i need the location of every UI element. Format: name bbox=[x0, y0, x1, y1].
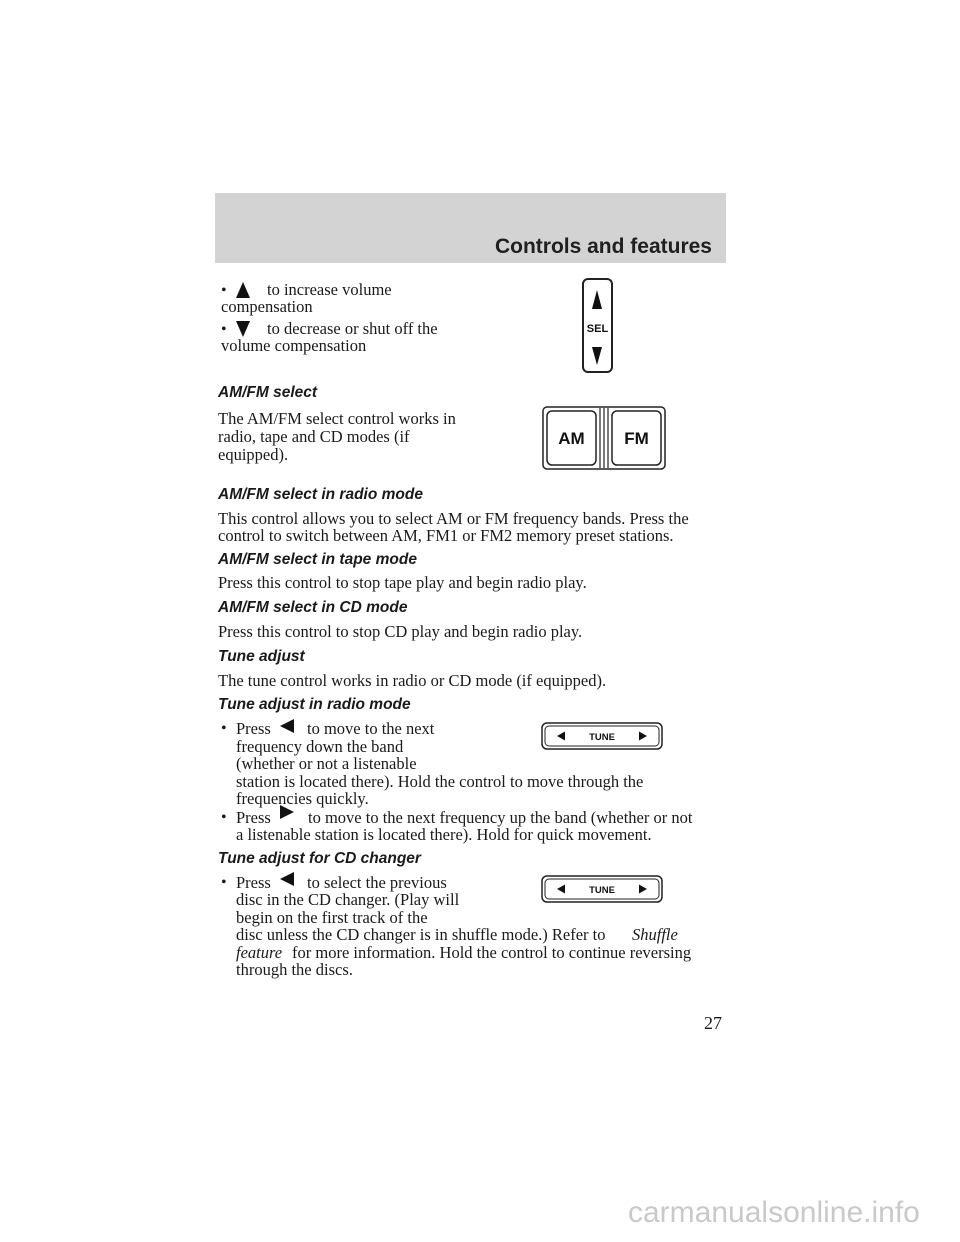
tune-cd-text: begin on the first track of the bbox=[236, 908, 428, 927]
am-fm-select-heading: AM/FM select bbox=[218, 384, 318, 401]
tape-mode-line: Press this control to stop tape play and begin radio play. bbox=[218, 573, 587, 592]
tune-cd-heading: Tune adjust for CD changer bbox=[218, 850, 421, 867]
tape-mode-heading: AM/FM select in tape mode bbox=[218, 551, 417, 568]
bullet-dot: • bbox=[221, 809, 227, 826]
vol-up-text: to increase volume bbox=[267, 280, 392, 299]
arrow-down-icon bbox=[236, 321, 250, 337]
bullet-dot: • bbox=[221, 282, 227, 299]
radio-mode-line: This control allows you to select AM or FM frequency bands. Press the bbox=[218, 509, 689, 528]
tune-radio-text: frequency down the band bbox=[236, 737, 404, 756]
am-label: AM bbox=[558, 429, 585, 448]
vol-down-text: to decrease or shut off the bbox=[267, 319, 438, 338]
shuffle-reference: Shuffle bbox=[632, 925, 678, 944]
tune-radio-text: station is located there). Hold the control to move through the bbox=[236, 772, 644, 791]
arrow-right-icon bbox=[280, 805, 294, 819]
am-fm-select-line: equipped). bbox=[218, 445, 289, 464]
tune-adjust-line: The tune control works in radio or CD mode (if equipped). bbox=[218, 671, 607, 690]
vol-up-text-2: compensation bbox=[221, 297, 313, 316]
arrow-left-icon bbox=[280, 719, 294, 733]
fm-label: FM bbox=[624, 429, 649, 448]
tune-label: TUNE bbox=[589, 732, 615, 743]
tune-radio-text: to move to the next bbox=[307, 719, 435, 738]
tune-radio-text: to move to the next frequency up the band (whether or not bbox=[308, 808, 693, 827]
am-fm-select-line: The AM/FM select control works in bbox=[218, 409, 456, 428]
tune-cd-press: Press bbox=[236, 873, 271, 892]
tune-cd-text: disc in the CD changer. (Play will bbox=[236, 890, 460, 909]
tune-cd-text: for more information. Hold the control to continue reversing bbox=[292, 943, 692, 962]
tune-radio-press: Press bbox=[236, 719, 271, 738]
cd-mode-heading: AM/FM select in CD mode bbox=[218, 599, 408, 616]
cd-mode-line: Press this control to stop CD play and begin radio play. bbox=[218, 622, 583, 641]
tune-radio-heading: Tune adjust in radio mode bbox=[218, 696, 411, 713]
vol-down-text-2: volume compensation bbox=[221, 336, 367, 355]
am-fm-button-illustration bbox=[542, 406, 666, 470]
tune-adjust-heading: Tune adjust bbox=[218, 648, 305, 665]
radio-mode-heading: AM/FM select in radio mode bbox=[218, 486, 423, 503]
tune-radio-press: Press bbox=[236, 808, 271, 827]
am-fm-select-line: radio, tape and CD modes (if bbox=[218, 427, 410, 446]
arrow-left-icon bbox=[280, 872, 294, 886]
tune-cd-text: to select the previous bbox=[307, 873, 447, 892]
tune-cd-text: disc unless the CD changer is in shuffle mode.) Refer to bbox=[236, 925, 606, 944]
section-title: Controls and features bbox=[494, 235, 712, 258]
arrow-up-icon bbox=[236, 282, 250, 298]
tune-control-illustration bbox=[541, 722, 663, 750]
radio-mode-line: control to switch between AM, FM1 or FM2 memory preset stations. bbox=[218, 526, 674, 545]
tune-control-illustration bbox=[541, 875, 663, 903]
tune-label: TUNE bbox=[589, 885, 615, 896]
bullet-dot: • bbox=[221, 321, 227, 338]
tune-radio-text: a listenable station is located there). Hold for quick movement. bbox=[236, 825, 652, 844]
page-number: 27 bbox=[704, 1013, 722, 1033]
watermark-text: carmanualsonline.info bbox=[628, 1196, 920, 1229]
tune-cd-text: through the discs. bbox=[236, 960, 353, 979]
bullet-dot: • bbox=[221, 720, 227, 737]
tune-radio-text: (whether or not a listenable bbox=[236, 754, 417, 773]
sel-control-illustration bbox=[581, 277, 615, 375]
section-header-band bbox=[215, 193, 726, 263]
sel-label: SEL bbox=[586, 323, 609, 335]
bullet-dot: • bbox=[221, 874, 227, 891]
feature-reference: feature bbox=[236, 943, 283, 962]
tune-radio-text: frequencies quickly. bbox=[236, 789, 369, 808]
